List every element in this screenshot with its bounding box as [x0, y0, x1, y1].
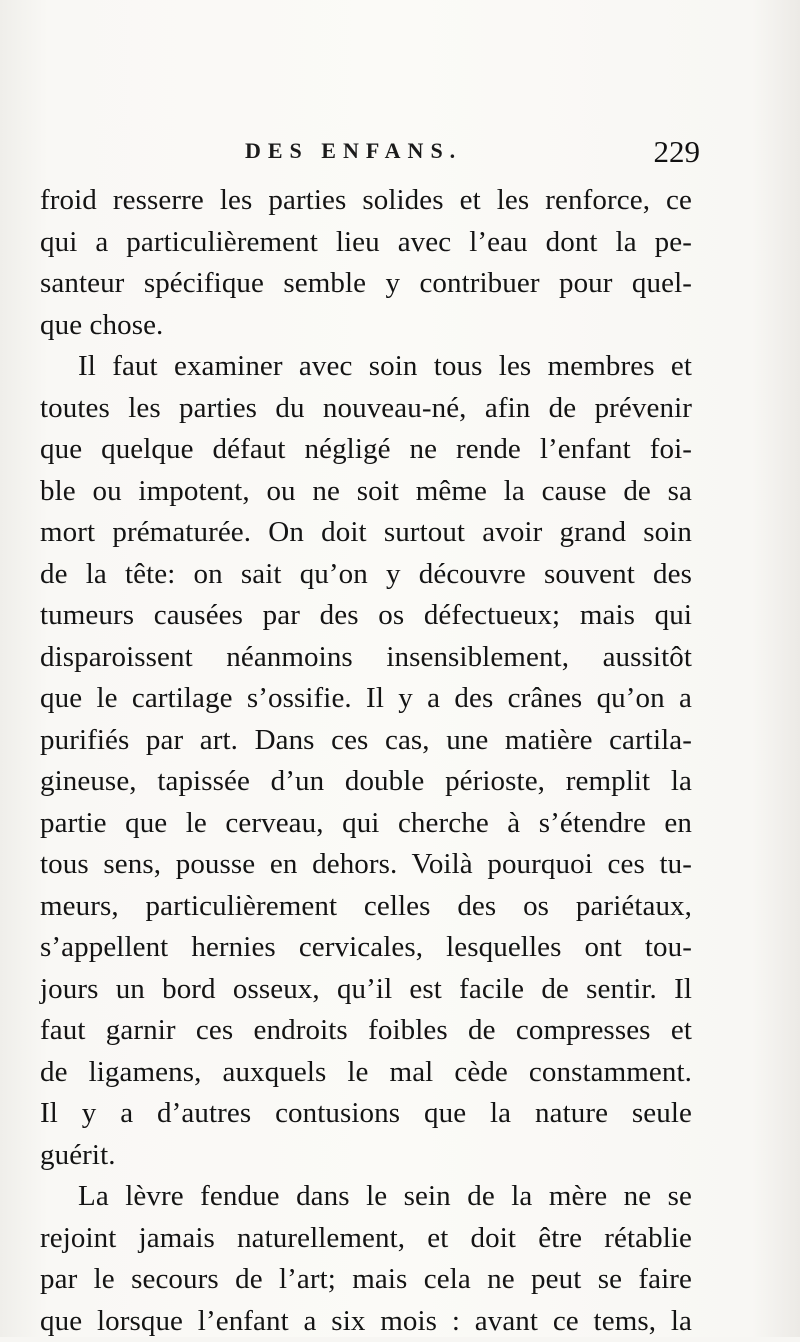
text-line: par le secours de l’art; mais cela ne peut se faire — [40, 1259, 692, 1301]
text-line: mort prématurée. On doit surtout avoir grand soin — [40, 512, 692, 554]
text-line: tumeurs causées par des os défectueux; mais qui — [40, 595, 692, 637]
text-line: que quelque défaut négligé ne rende l’enfant foi- — [40, 429, 692, 471]
text-line: que chose. — [40, 305, 692, 347]
text-line: meurs, particulièrement celles des os pariétaux, — [40, 886, 692, 928]
text-line: tous sens, pousse en dehors. Voilà pourquoi ces tu- — [40, 844, 692, 886]
text-line: faut garnir ces endroits foibles de compresses et — [40, 1010, 692, 1052]
text-line: partie que le cerveau, qui cherche à s’étendre en — [40, 803, 692, 845]
text-line: que lorsque l’enfant a six mois : avant ce tems, la — [40, 1301, 692, 1342]
text-line: qui a particulièrement lieu avec l’eau dont la pe- — [40, 222, 692, 264]
text-line: s’appellent hernies cervicales, lesquelles ont tou- — [40, 927, 692, 969]
text-line: Il faut examiner avec soin tous les membres et — [40, 346, 692, 388]
text-line: purifiés par art. Dans ces cas, une matière cartila- — [40, 720, 692, 762]
running-title: DES ENFANS. — [245, 138, 462, 164]
text-line: de la tête: on sait qu’on y découvre souvent des — [40, 554, 692, 596]
text-line: froid resserre les parties solides et les renforce, ce — [40, 180, 692, 222]
page-number: 229 — [654, 134, 701, 170]
text-line: guérit. — [40, 1135, 692, 1177]
text-line: La lèvre fendue dans le sein de la mère ne se — [40, 1176, 692, 1218]
text-line: ble ou impotent, ou ne soit même la cause de sa — [40, 471, 692, 513]
text-line: gineuse, tapissée d’un double périoste, remplit la — [40, 761, 692, 803]
text-line: que le cartilage s’ossifie. Il y a des crânes qu’on a — [40, 678, 692, 720]
page-header — [40, 138, 700, 178]
text-line: Il y a d’autres contusions que la nature seule — [40, 1093, 692, 1135]
text-line: de ligamens, auxquels le mal cède constamment. — [40, 1052, 692, 1094]
text-line: jours un bord osseux, qu’il est facile de sentir. Il — [40, 969, 692, 1011]
text-line: santeur spécifique semble y contribuer pour quel- — [40, 263, 692, 305]
text-line: rejoint jamais naturellement, et doit être rétablie — [40, 1218, 692, 1260]
body-text — [40, 180, 692, 1342]
text-line: toutes les parties du nouveau-né, afin de prévenir — [40, 388, 692, 430]
text-line: disparoissent néanmoins insensiblement, aussitôt — [40, 637, 692, 679]
